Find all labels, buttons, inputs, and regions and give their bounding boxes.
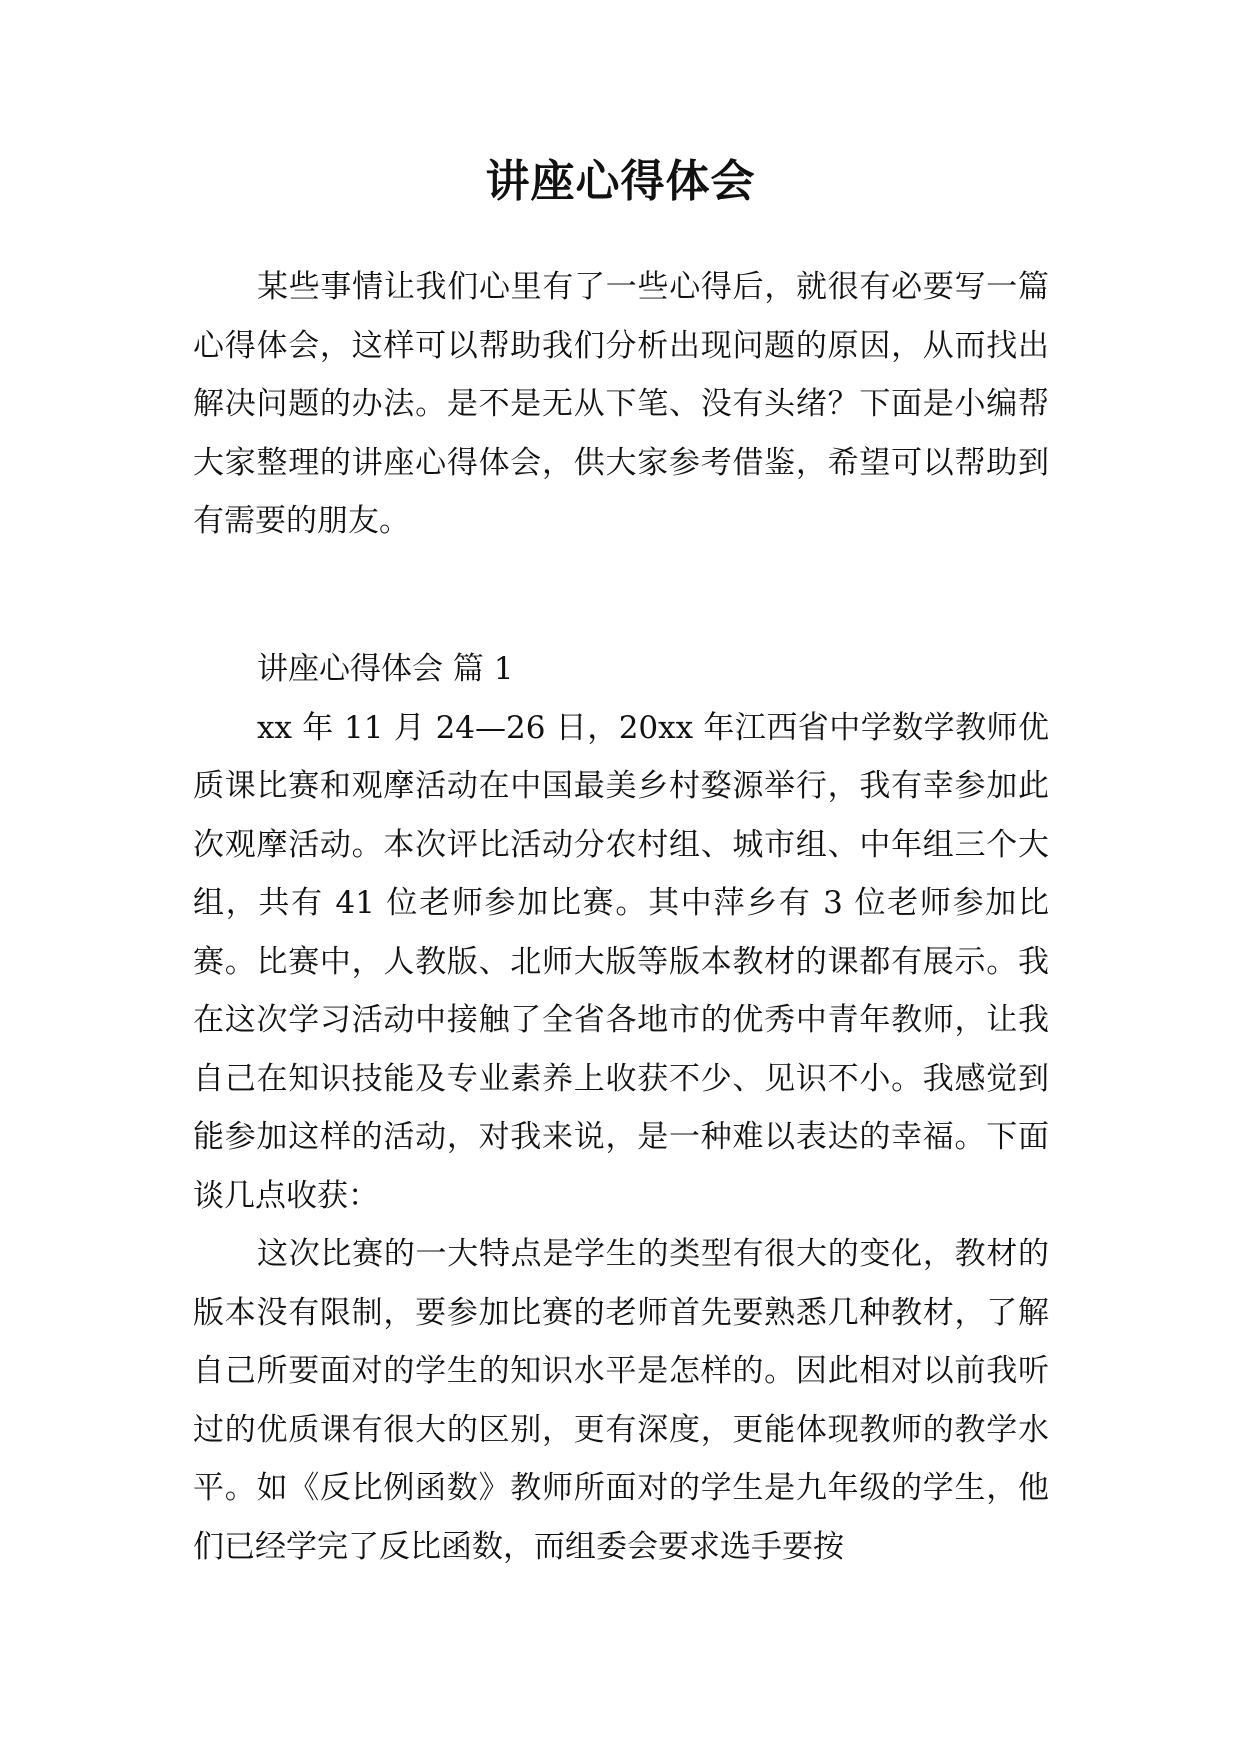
document-title: 讲座心得体会	[485, 156, 756, 207]
section-heading: 讲座心得体会 篇 1	[257, 651, 514, 687]
intro-block	[193, 258, 1049, 551]
body-paragraph: xx 年 11 月 24—26 日，20xx 年江西省中学数学教师优质课比赛和观摩活动在中国最美乡村婺源举行，我有幸参加此次观摩活动。本次评比活动分农村组、城市组、中年组三个大组，共有 41 位老师参加比赛。其中萍乡有 3 位老师参加比赛。比赛中，人教版、北师大版等版本教材的课都有展示。我在这次学习活动中接触了全省各地市的优秀中青年教师，让我自己在知识技能及专业素养上收获不少、见识不小。我感觉到能参加这样的活动，对我来说，是一种难以表达的幸福。下面谈几点收获：	[193, 709, 1049, 1214]
intro-paragraph: 某些事情让我们心里有了一些心得后，就很有必要写一篇心得体会，这样可以帮助我们分析出现问题的原因，从而找出解决问题的办法。是不是无从下笔、没有头绪？下面是小编帮大家整理的讲座心得体会，供大家参考借鉴，希望可以帮助到有需要的朋友。	[193, 269, 1049, 539]
section-1	[193, 640, 1049, 1576]
body-paragraph: 这次比赛的一大特点是学生的类型有很大的变化，教材的版本没有限制，要参加比赛的老师首先要熟悉几种教材，了解自己所要面对的学生的知识水平是怎样的。因此相对以前我听过的优质课有很大的区别，更有深度，更能体现教师的教学水平。如《反比例函数》教师所面对的学生是九年级的学生，他们已经学完了反比函数，而组委会要求选手要按	[193, 1236, 1049, 1565]
